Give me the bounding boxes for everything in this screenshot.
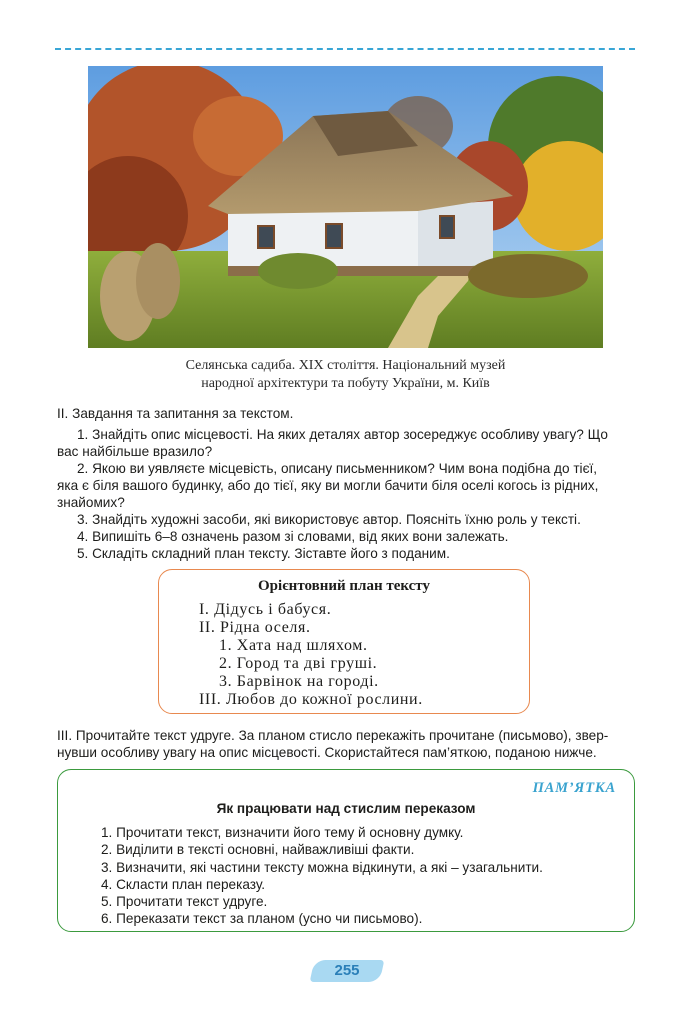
- section-2-heading: ІІ. Завдання та запитання за текстом.: [57, 406, 294, 421]
- memo-list: [101, 824, 543, 928]
- memo-tag: ПАМ’ЯТКА: [532, 780, 616, 796]
- homestead-photo: [88, 66, 603, 348]
- plan-list: [199, 601, 423, 709]
- photo-caption: [88, 357, 603, 393]
- task-list: [57, 426, 637, 562]
- task-line: яка є біля вашого будинку, або до тієї, яку ви могли бачити біля оселі когось із рідних,: [57, 478, 599, 493]
- section-3-line: ІІІ. Прочитайте текст удруге. За планом стисло перекажіть прочитане (письмово), звер-: [57, 728, 609, 743]
- task-line: 1. Знайдіть опис місцевості. На яких деталях автор зосереджує особливу увагу? Що: [77, 427, 608, 442]
- approximate-plan-box: [158, 569, 530, 714]
- task-item: [57, 511, 637, 528]
- task-line: 3. Знайдіть художні засоби, які використовує автор. Поясніть їхню роль у тексті.: [77, 512, 581, 527]
- memo-item: 2. Виділити в тексті основні, найважливіші факти.: [101, 842, 415, 858]
- plan-subitem: 1. Хата над шляхом.: [219, 637, 368, 654]
- task-item: [57, 545, 637, 562]
- task-line: 4. Випишіть 6–8 означень разом зі словами, від яких вони залежать.: [77, 529, 509, 544]
- task-item: [57, 528, 637, 545]
- memo-item: 4. Скласти план переказу.: [101, 876, 266, 892]
- task-line: знайомих?: [57, 495, 125, 510]
- section-3-line: нувши особливу увагу на опис місцевості. Скористайтеся пам’яткою, поданою нижче.: [57, 745, 597, 760]
- plan-item: ІІІ. Любов до кожної рослини.: [199, 691, 423, 708]
- caption-line: народної архітектури та побуту України, м. Київ: [201, 376, 490, 391]
- task-line: 2. Якою ви уявляєте місцевість, описану письменником? Чим вона подібна до тієї,: [77, 461, 598, 476]
- memo-item: 6. Переказати текст за планом (усно чи письмово).: [101, 911, 423, 927]
- task-item: [57, 426, 637, 460]
- plan-item: І. Дідусь і бабуся.: [199, 601, 332, 618]
- plan-subitem: 3. Барвінок на городі.: [219, 673, 379, 690]
- plan-item: ІІ. Рідна оселя.: [199, 619, 311, 636]
- memo-item: 1. Прочитати текст, визначити його тему й основну думку.: [101, 825, 464, 840]
- memo-title: Як працювати над стислим переказом: [216, 801, 476, 816]
- plan-title: Орієнтовний план тексту: [258, 578, 430, 594]
- caption-line: Селянська садиба. XIX століття. Національний музей: [185, 358, 506, 373]
- memo-box: [57, 769, 635, 932]
- memo-item: 5. Прочитати текст удруге.: [101, 894, 268, 910]
- section-3-instructions: [57, 727, 637, 761]
- task-line: 5. Складіть складний план тексту. Зіставте його з поданим.: [77, 546, 450, 561]
- task-item: [57, 460, 637, 511]
- plan-subitem: 2. Город та дві груші.: [219, 655, 378, 672]
- task-line: вас найбільше вразило?: [57, 444, 213, 459]
- top-dashed-rule: [55, 48, 635, 50]
- memo-item: 3. Визначити, які частини тексту можна відкинути, а які – узагальнити.: [101, 859, 543, 875]
- page-number: 255: [334, 962, 360, 979]
